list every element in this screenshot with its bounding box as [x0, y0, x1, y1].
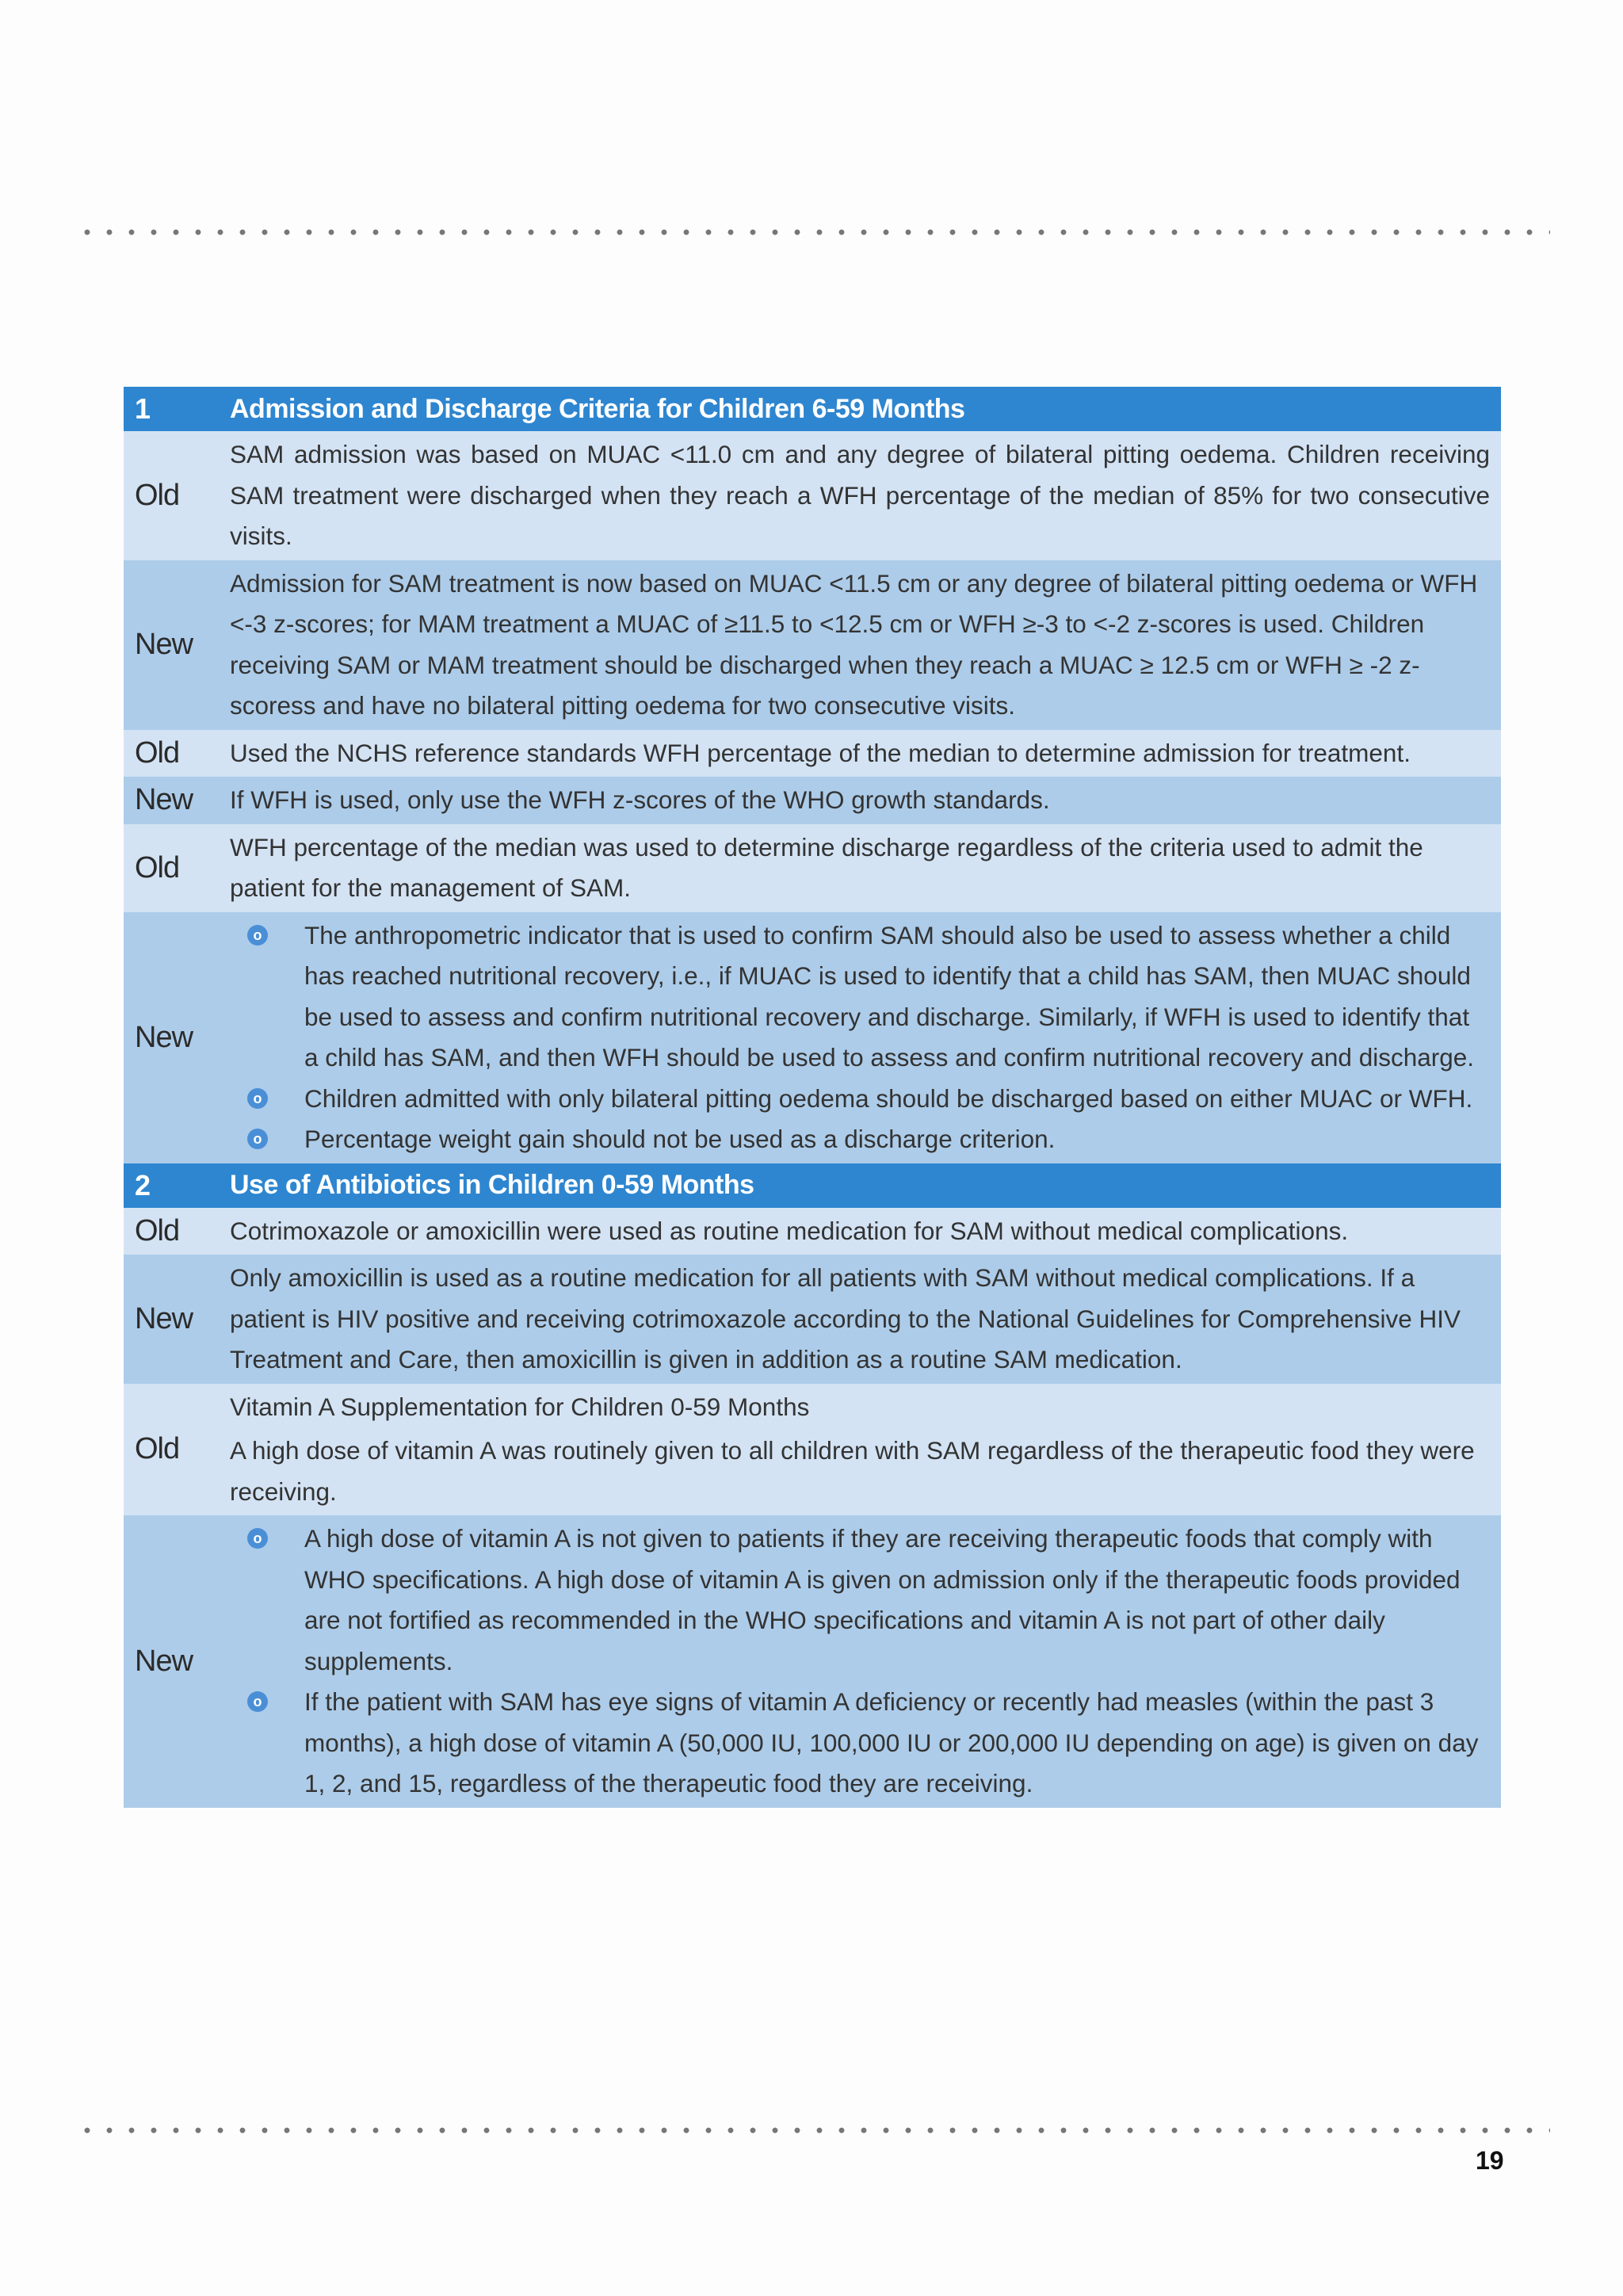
section-header-1 [124, 387, 1501, 431]
row-label: Old [124, 730, 230, 777]
bottom-dotted-rule [76, 2126, 1550, 2134]
table-row [124, 560, 1501, 730]
row-label: New [124, 912, 230, 1163]
row-label: Old [124, 431, 230, 560]
bullet-circle-icon: o [247, 1691, 268, 1712]
row-label: Old [124, 824, 230, 912]
list-item-text: The anthropometric indicator that is used to confirm SAM should also be used to assess whether a child has reached nutritional recovery, i.e., if MUAC is used to identify that a child has SAM, then MUAC should be used to assess and confirm nutritional recovery and discharge. Similarly, if WFH is used to identify that a child has SAM, and then WFH should be used to assess and confirm nutritional recovery and discharge. [304, 920, 1475, 1072]
bullet-circle-icon: o [247, 925, 268, 946]
bullet-list [230, 1519, 1490, 1805]
bullet-list [230, 915, 1490, 1160]
row-text: Cotrimoxazole or amoxicillin were used as routine medication for SAM without medical complications. [230, 1208, 1501, 1255]
row-label: New [124, 560, 230, 730]
section-number: 1 [124, 387, 230, 431]
row-text: Only amoxicillin is used as a routine medication for all patients with SAM without medical complications. If a patient is HIV positive and receiving cotrimoxazole according to the National Guidelines for Comprehensive HIV Treatment and Care, then amoxicillin is given in addition as a routine SAM medication. [230, 1255, 1501, 1384]
section-number: 2 [124, 1163, 230, 1208]
list-item-text: A high dose of vitamin A is not given to patients if they are receiving therapeutic foods that comply with WHO specifications. A high dose of vitamin A is given on admission only if the therapeutic foods provided are not fortified as recommended in the WHO specifications and vitamin A is not part of other daily supplements. [304, 1524, 1461, 1675]
table-row [124, 912, 1501, 1163]
criteria-table [124, 387, 1501, 1808]
bullet-circle-icon: o [247, 1088, 268, 1109]
table-row [124, 730, 1501, 777]
table-row [124, 777, 1501, 824]
page-number: 19 [1476, 2146, 1504, 2175]
list-item [230, 1079, 1490, 1120]
table-row [124, 1515, 1501, 1808]
row-text: SAM admission was based on MUAC <11.0 cm and any degree of bilateral pitting oedema. Children receiving SAM treatment were discharged when they reach a WFH percentage of the median of 85% for two consecutive visits. [230, 431, 1501, 560]
section-title: Use of Antibiotics in Children 0-59 Months [230, 1163, 1501, 1208]
row-text: Admission for SAM treatment is now based on MUAC <11.5 cm or any degree of bilateral pitting oedema or WFH <-3 z-scores; for MAM treatment a MUAC of ≥11.5 to <12.5 cm or WFH ≥-3 to <-2 z-scores is used. Children receiving SAM or MAM treatment should be discharged when they reach a MUAC ≥ 12.5 cm or WFH ≥ -2 z-scoress and have no bilateral pitting oedema for two consecutive visits. [230, 560, 1501, 730]
bullet-circle-icon: o [247, 1129, 268, 1149]
list-item [230, 915, 1490, 1079]
bullet-circle-icon: o [247, 1528, 268, 1549]
list-item-text: If the patient with SAM has eye signs of vitamin A deficiency or recently had measles (within the past 3 months), a high dose of vitamin A (50,000 IU, 100,000 IU or 200,000 IU depending on age) is given on day 1, 2, and 15, regardless of the therapeutic food they are receiving. [304, 1687, 1479, 1797]
row-label: Old [124, 1208, 230, 1255]
top-dotted-rule [76, 228, 1550, 236]
table-row [124, 1255, 1501, 1384]
list-item-text: Children admitted with only bilateral pitting oedema should be discharged based on either MUAC or WFH. [304, 1083, 1473, 1113]
row-label: New [124, 1515, 230, 1808]
list-item [230, 1119, 1490, 1160]
list-item [230, 1519, 1490, 1682]
table-row [124, 824, 1501, 912]
table-row [124, 431, 1501, 560]
row-label: New [124, 1255, 230, 1384]
row-label: Old [124, 1384, 230, 1516]
section-header-2 [124, 1163, 1501, 1208]
row-text: If WFH is used, only use the WFH z-scores of the WHO growth standards. [230, 777, 1501, 824]
section-title: Admission and Discharge Criteria for Children 6-59 Months [230, 387, 1501, 431]
table-row [124, 1384, 1501, 1516]
table-row [124, 1208, 1501, 1255]
list-item [230, 1682, 1490, 1805]
row-subtitle: Vitamin A Supplementation for Children 0-59 Months [230, 1392, 810, 1421]
row-text: A high dose of vitamin A was routinely given to all children with SAM regardless of the therapeutic food they were receiving. [230, 1436, 1475, 1506]
row-text: Used the NCHS reference standards WFH percentage of the median to determine admission for treatment. [230, 730, 1501, 777]
list-item-text: Percentage weight gain should not be used as a discharge criterion. [304, 1125, 1056, 1153]
row-label: New [124, 777, 230, 824]
row-text: WFH percentage of the median was used to determine discharge regardless of the criteria used to admit the patient for the management of SAM. [230, 824, 1501, 912]
